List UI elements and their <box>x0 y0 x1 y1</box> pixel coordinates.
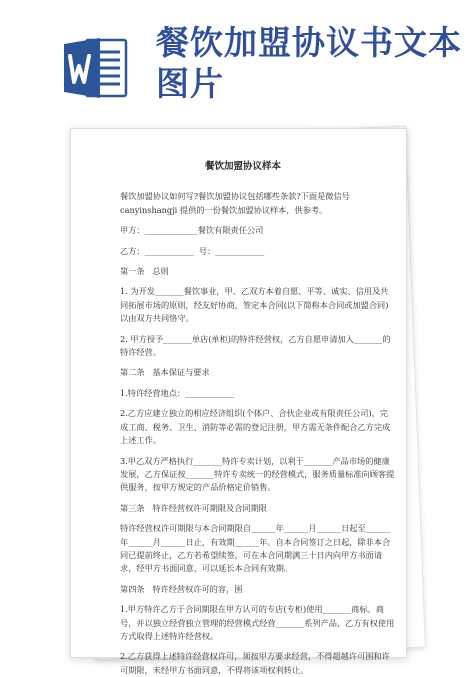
article-2-clause-1: 1.特许经营地点：____________ <box>120 387 235 398</box>
party-b-line: 乙方：____________ 号：____________ <box>120 245 265 256</box>
document-title: 餐饮加盟协议样本 <box>204 161 281 172</box>
page-title: 餐饮加盟协议书文本图片 <box>156 23 462 103</box>
article-4-clause-2: 2.乙方获得上述特许经营权许可，须按甲方要求经营，不得超越许可围和许可期限，未经甲方书面同意，不得将该项权利转让。 <box>120 651 390 675</box>
article-1-clause-1: 1. 为开发_______餐饮事业，甲、乙双方本着自愿、平等、诚实、信用及共同拓展市场的原则，经友好协商，签定本合同(以下简称本合同或加盟合同)以由双方共同恪守。 <box>120 286 389 324</box>
article-4-heading: 第四条 特许经营权许可的容，围 <box>120 583 243 594</box>
party-a-line: 甲方：_____________餐饮有限责任公司 <box>120 225 264 236</box>
article-2-clause-2: 2.乙方应建立独立的相应经济组织(个体户、合伙企业或有限责任公司)，完成工商、税务、卫生、消防等必需的登记注册，甲方需无条件配合乙方完成上述工作。 <box>120 408 391 446</box>
article-4-clause-1: 1.甲方特许乙方于合同期限在甲方认可的专店(专柜)使用_______商标、商号，并以独立经营独立管理的经营模式经营_______系列产品，乙方有权使用方式取得上述特许经营权。 <box>120 604 395 641</box>
intro-paragraph: 餐饮加盟协议如何写?餐饮加盟协议包括哪些条款?下面是微信号 canyinshangji 提供的一份餐饮加盟协议样本，供参考。 <box>120 191 353 215</box>
article-3-body: 特许经营权许可期限与本合同期限自______年______月______日起至______年______月______日止，有效期______年。自本合同签订之日起，除非本合同已提前终止，乙方若希望续签，可在本合同期满三十日内向甲方书面请求，经甲方书面同意，可以延长本合同有效期。 <box>120 523 391 574</box>
article-3-heading: 第三条 特许经营权许可期限及合同期限 <box>120 502 267 513</box>
header-banner <box>0 0 474 130</box>
article-2-clause-3: 3.甲乙双方严格执行_______特许专卖计划，以利于_______产品市场的健康发展，乙方保证按_______特许专卖统一的经营模式，服务质量标准向顾客提供服务，按甲方规定的产品价格定价销售。 <box>120 455 395 493</box>
article-1-heading: 第一条 总则 <box>120 266 169 277</box>
article-2-heading: 第二条 基本保证与要求 <box>120 367 210 378</box>
article-1-clause-2: 2. 甲方授予_______单店(单柜)的特许经营权，乙方自愿申请加入_______的特许经营。 <box>120 333 391 358</box>
word-doc-icon <box>60 32 132 104</box>
document-page <box>70 128 407 675</box>
